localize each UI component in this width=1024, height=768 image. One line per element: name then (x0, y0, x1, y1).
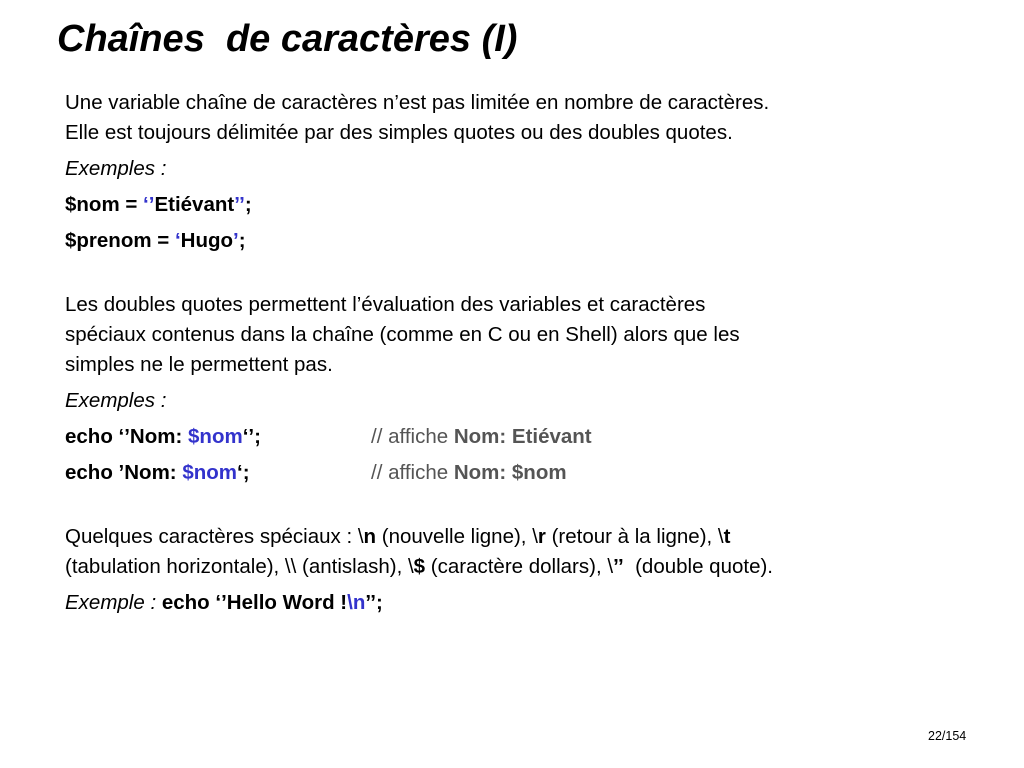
special-chars-line-2 (65, 552, 985, 582)
exemple-label: Exemple : (65, 591, 162, 614)
slide-title: Chaînes de caractères (I) (57, 18, 518, 60)
example-prenom-value: Hugo (180, 229, 234, 252)
echo-double-quote-code (65, 422, 371, 452)
examples-label-1: Exemples : (65, 157, 167, 180)
echo1-result: Nom: Etiévant (453, 425, 592, 448)
special-dollar: $ (413, 555, 426, 578)
echo-single-quote-line (65, 458, 985, 488)
echo1-var: $nom (188, 425, 243, 448)
example-prenom-close-quote: ’ (233, 229, 239, 252)
echo-double-quote-line (65, 422, 985, 452)
slide-content (65, 88, 985, 618)
hello-post: ’’; (365, 591, 383, 614)
special-l2-b: (caractère dollars), \ (425, 555, 614, 578)
special-n: n (363, 525, 377, 548)
echo2-var: $nom (182, 461, 238, 484)
echo1-comment: // affiche (371, 425, 454, 448)
example-nom-var: $nom = (65, 193, 144, 216)
intro-line-1: Une variable chaîne de caractères n’est pas limitée en nombre de caractères. (65, 91, 770, 114)
echo2-comment: // affiche (371, 461, 454, 484)
example-prenom (65, 226, 985, 256)
special-chars-line-1 (65, 522, 985, 552)
special-l1-a: Quelques caractères spéciaux : \ (65, 525, 364, 548)
example-nom-semicolon: ; (244, 193, 252, 216)
echo1-post: ‘’; (242, 425, 261, 448)
special-l1-b: (nouvelle ligne), \ (376, 525, 538, 548)
example-nom-open-quote: ‘’ (143, 193, 155, 216)
special-l1-c: (retour à la ligne), \ (545, 525, 724, 548)
special-r: r (537, 525, 546, 548)
para2-line-1: Les doubles quotes permettent l’évaluation des variables et caractères (65, 293, 706, 316)
example-nom-value: Etiévant (154, 193, 235, 216)
para2-line-2: spéciaux contenus dans la chaîne (comme en C ou en Shell) alors que les (65, 323, 740, 346)
example-prenom-var: $prenom = (65, 229, 175, 252)
echo-double-quote-comment (371, 422, 592, 452)
example-nom-close-quote: ’’ (234, 193, 245, 216)
example-nom (65, 190, 985, 220)
special-l2-a: (tabulation horizontale), \\ (antislash), \ (65, 555, 414, 578)
echo2-result: Nom: $nom (453, 461, 567, 484)
special-t: t (723, 525, 731, 548)
echo1-pre: echo ‘’Nom: (65, 425, 189, 448)
para2-line-3: simples ne le permettent pas. (65, 353, 333, 376)
special-l2-c: (double quote). (623, 555, 773, 578)
special-dq: ’’ (613, 555, 624, 578)
example-prenom-semicolon: ; (238, 229, 246, 252)
echo2-post: ‘; (237, 461, 250, 484)
examples-label-2: Exemples : (65, 389, 167, 412)
echo2-pre: echo ’Nom: (65, 461, 183, 484)
hello-pre: echo ‘’Hello Word ! (161, 591, 348, 614)
intro-line-2: Elle est toujours délimitée par des simples quotes ou des doubles quotes. (65, 121, 733, 144)
hello-example-line (65, 588, 985, 618)
echo-single-quote-code (65, 458, 371, 488)
echo-single-quote-comment (371, 458, 567, 488)
hello-newline: \n (347, 591, 366, 614)
page-number: 22/154 (928, 729, 967, 743)
example-prenom-open-quote: ‘ (174, 229, 181, 252)
